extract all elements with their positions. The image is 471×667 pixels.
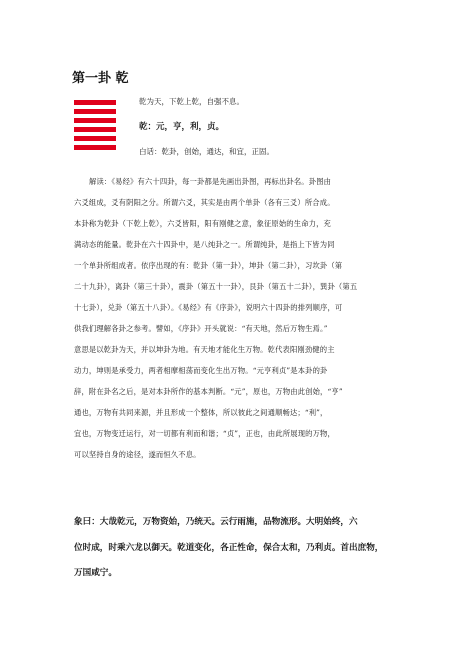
commentary-line: 满动态的能量。乾卦在六十四卦中，是八纯卦之一。所谓纯卦，是指上下皆为同 [74,240,335,249]
tuan-commentary [74,517,408,594]
hexagram-line [74,136,116,141]
hexagram-vernacular: 白话：乾卦，创始，通达，和宜，正固。 [139,147,274,156]
hexagram-line [74,118,116,123]
hexagram-line [74,145,116,150]
commentary-line: 意思是以乾卦为天，并以坤卦为地。有天地才能化生万物。乾代表阳刚劲健的主 [74,345,335,354]
commentary-line: 十七卦），兑卦（第五十八卦）。《易经》有《序卦》，说明六十四卦的排列顺序，可 [74,303,343,312]
hexagram-line [74,100,116,105]
commentary-line: 通也，万物有共同来源，并且形成一个整体，所以彼此之间通顺畅达；“利”， [74,408,328,417]
commentary-line: 二十九卦），离卦（第三十卦），震卦（第五十一卦），艮卦（第五十二卦），巽卦（第五 [74,282,358,291]
commentary-line: 宜也，万物变迁运行，对一切都有利而和谐；“贞”，正也，由此所展现的万物， [74,429,335,438]
hexagram-line [74,127,116,132]
commentary-line: 一个单卦所组成者。依序出现的有：乾卦（第一卦），坤卦（第二卦），习坎卦（第 [74,261,343,270]
commentary-line: 解读：《易经》有六十四卦，每一卦都是先画出卦图，再标出卦名。卦图由 [89,177,332,186]
hexagram-description: 乾为天，下乾上乾，自强不息。 [139,97,244,106]
tuan-line: 位时成，时乘六龙以御天。乾道变化，各正性命，保合太和，乃利贞。首出庶物， [74,542,384,553]
commentary-line: 动力，坤则是承受力，两者相摩相荡而变化生出万物。“元亨利贞”是本卦的卦 [74,366,328,375]
commentary-line: 可以坚持自身的途径，遂而恒久不息。 [74,450,201,459]
qian-hexagram-symbol [74,100,116,154]
hexagram-line [74,109,116,114]
commentary-line: 六爻组成，爻有阴阳之分。所谓六爻，其实是由两个单卦（各有三爻）所合成。 [74,198,335,207]
commentary-line: 本卦称为乾卦（下乾上乾），六爻皆阳，阳有刚健之意，象征原始的生命力，充 [74,219,331,228]
page-title: 第一卦 乾 [72,71,129,86]
commentary-paragraph [74,177,406,471]
hexagram-intro [139,96,439,171]
tuan-line: 象曰：大哉乾元，万物资始，乃统天。云行雨施，品物流形。大明始终，六 [74,517,358,527]
commentary-line: 辞，附在卦名之后，是对本卦所作的基本判断。“元”，原也，万物由此创始，“亨” [74,387,343,396]
commentary-line: 供我们理解各卦之参考。譬如，《序卦》开头就说：“有天地，然后万物生焉。” [74,324,328,333]
hexagram-judgment: 乾：元，亨，利，贞。 [139,122,225,132]
tuan-line: 万国咸宁。 [74,568,117,578]
